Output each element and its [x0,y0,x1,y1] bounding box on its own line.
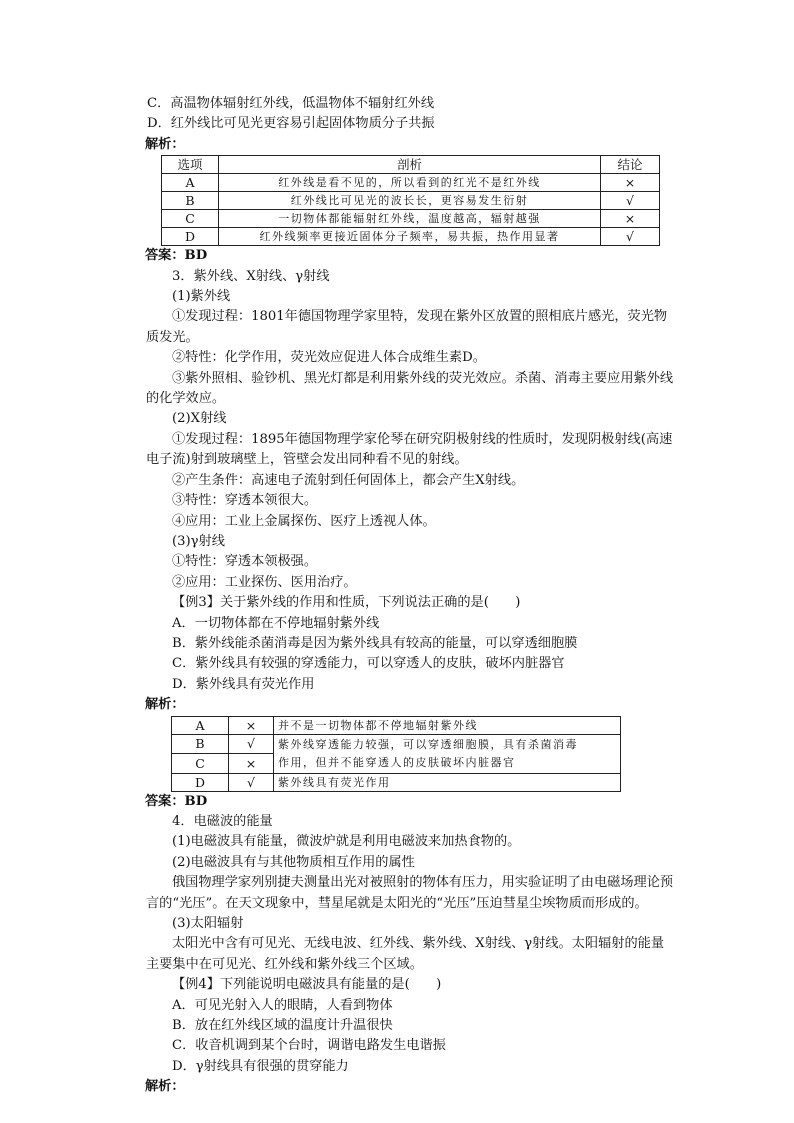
merged-analysis-line-1: 紫外线穿透能力较强，可以穿透细胞膜，具有杀菌消毒 [278,737,578,751]
row-option: B [172,734,229,754]
energy-point-3-text: 太阳光中含有可见光、无线电波、红外线、紫外线、X射线、γ射线。太阳辐射的能量 [172,936,665,952]
analysis-label-3: 解析： [145,1079,185,1095]
xray-point-1: ①发现过程：1895年德国物理学家伦琴在研究阴极射线的性质时，发现阴极射线(高速 [172,431,673,447]
row-option: A [162,174,219,192]
row-option: C [172,754,229,774]
merged-analysis-cell [274,734,621,773]
uv-point-3: ③紫外照相、验钞机、黑光灯都是利用紫外线的荧光效应。杀菌、消毒主要应用紫外线 [172,370,674,386]
gamma-point-1: ①特性：穿透本领极强。 [172,554,318,570]
energy-point-3-text-cont: 主要集中在可见光、红外线和紫外线三个区域。 [146,956,423,972]
table-header-row [162,156,660,174]
example-3-option-d: D．紫外线具有荧光作用 [172,676,315,692]
example-3-option-c: C．紫外线具有较强的穿透能力，可以穿透人的皮肤，破坏内脏器官 [172,656,565,672]
row-option: C [162,210,219,228]
uv-point-3-cont: 的化学效应。 [146,391,226,407]
energy-point-3: (3)太阳辐射 [172,916,244,931]
row-analysis: 红外线比可见光的波长长，更容易发生衍射 [219,192,601,210]
energy-point-1: (1)电磁波具有能量，微波炉就是利用电磁波来加热食物的。 [172,834,521,850]
example-4-stem: 【例4】下列能说明电磁波具有能量的是( ) [172,977,442,993]
uv-point-1-cont: 质发光。 [146,329,199,345]
option-c-top: C．高温物体辐射红外线，低温物体不辐射红外线 [147,96,435,111]
uv-point-2: ②特性：化学作用，荧光效应促进人体合成维生素D。 [172,350,486,366]
header-conclusion: 结论 [601,156,660,174]
example-4-option-d: D．γ射线具有很强的贯穿能力 [172,1058,349,1074]
xray-title: (2)X射线 [172,411,227,427]
example-4-option-c: C．收音机调到某个台时，调谐电路发生电谐振 [172,1038,446,1054]
row-option: D [172,773,229,791]
table-row [162,174,660,192]
row-analysis: 紫外线具有荧光作用 [274,773,621,791]
gamma-point-2: ②应用：工业探伤、医用治疗。 [172,574,357,590]
energy-point-2-text: 俄国物理学家列别捷夫测量出光对被照射的物体有压力，用实验证明了由电磁场理论预 [172,875,674,891]
row-analysis: 红外线是看不见的，所以看到的红光不是红外线 [219,174,601,192]
document-content [146,94,674,1098]
row-conclusion: × [601,210,660,228]
row-option: D [162,228,219,246]
uv-point-1: ①发现过程：1801年德国物理学家里特，发现在紫外区放置的照相底片感光，荧光物 [172,309,668,325]
energy-point-2-text-cont: 言的“光压”。在天文现象中，彗星尾就是太阳光的“光压”压迫彗星尘埃物质而形成的。 [146,895,648,911]
merged-analysis-line-2: 作用，但并不能穿透人的皮肤破坏内脏器官 [278,755,516,769]
analysis-table-1 [161,155,660,246]
row-conclusion: × [229,716,274,734]
answer-2: 答案：BD [145,793,208,809]
table-row [162,192,660,210]
row-option: B [162,192,219,210]
option-d-top: D．红外线比可见光更容易引起固体物质分子共振 [147,116,435,132]
uv-title: (1)紫外线 [172,289,231,305]
header-analysis: 剖析 [219,156,601,174]
row-analysis: 一切物体都能辐射红外线，温度越高，辐射越强 [219,210,601,228]
row-analysis: 红外线频率更接近固体分子频率，易共振，热作用显著 [219,228,601,246]
section-4-heading: 4．电磁波的能量 [172,813,273,829]
answer-1: 答案：BD [145,248,208,264]
xray-point-2: ②产生条件：高速电子流射到任何固体上，都会产生X射线。 [172,472,525,488]
row-analysis: 并不是一切物体都不停地辐射紫外线 [274,716,621,734]
table-row [162,210,660,228]
example-4-option-b: B．放在红外线区域的温度计升温很快 [172,1018,393,1034]
table-row [172,734,621,754]
header-option: 选项 [162,156,219,174]
row-conclusion: √ [229,734,274,754]
row-conclusion: √ [601,228,660,246]
section-3-heading: 3．紫外线、X射线、γ射线 [172,268,330,284]
analysis-table-2 [171,716,621,792]
row-conclusion: × [601,174,660,192]
example-4-option-a: A．可见光射入人的眼睛，人看到物体 [172,997,393,1013]
table-row [162,228,660,246]
example-3-stem: 【例3】关于紫外线的作用和性质，下列说法正确的是( ) [172,595,521,611]
row-conclusion: √ [601,192,660,210]
table-row [172,773,621,791]
xray-point-3: ③特性：穿透本领很大。 [172,493,318,509]
analysis-label-2: 解析： [145,697,185,713]
example-3-option-b: B．紫外线能杀菌消毒是因为紫外线具有较高的能量，可以穿透细胞膜 [172,635,578,651]
table-row [172,716,621,734]
row-conclusion: √ [229,773,274,791]
xray-point-1-cont: 电子流)射到玻璃壁上，管壁会发出同种看不见的射线。 [146,452,468,468]
analysis-label: 解析： [145,136,185,152]
gamma-title: (3)γ射线 [172,533,225,549]
row-conclusion: × [229,754,274,774]
xray-point-4: ④应用：工业上金属探伤、医疗上透视人体。 [172,513,436,529]
example-3-option-a: A．一切物体都在不停地辐射紫外线 [172,615,380,631]
row-option: A [172,716,229,734]
energy-point-2: (2)电磁波具有与其他物质相互作用的属性 [172,854,415,870]
